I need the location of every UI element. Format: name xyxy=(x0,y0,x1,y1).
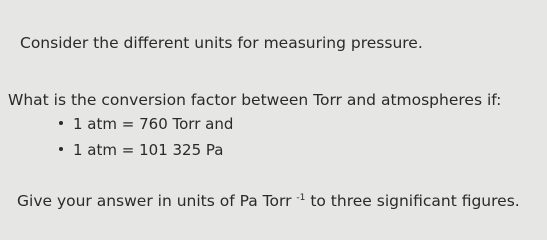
unit-exponent: -1 xyxy=(296,193,306,203)
instruction-after: to three significant figures. xyxy=(305,192,520,210)
list-item xyxy=(59,143,223,158)
bullet-text: 1 atm = 101 325 Pa xyxy=(73,141,224,159)
bullet-text: 1 atm = 760 Torr and xyxy=(73,115,234,133)
list-item xyxy=(59,117,233,132)
instruction-before: Give your answer in units of Pa Torr xyxy=(17,192,297,210)
bullet-icon xyxy=(59,121,63,125)
question-text: What is the conversion factor between Torr and atmospheres if: xyxy=(8,91,502,109)
instruction-text xyxy=(17,194,520,210)
intro-text: Consider the different units for measuring pressure. xyxy=(20,34,423,52)
bullet-icon xyxy=(59,147,63,151)
